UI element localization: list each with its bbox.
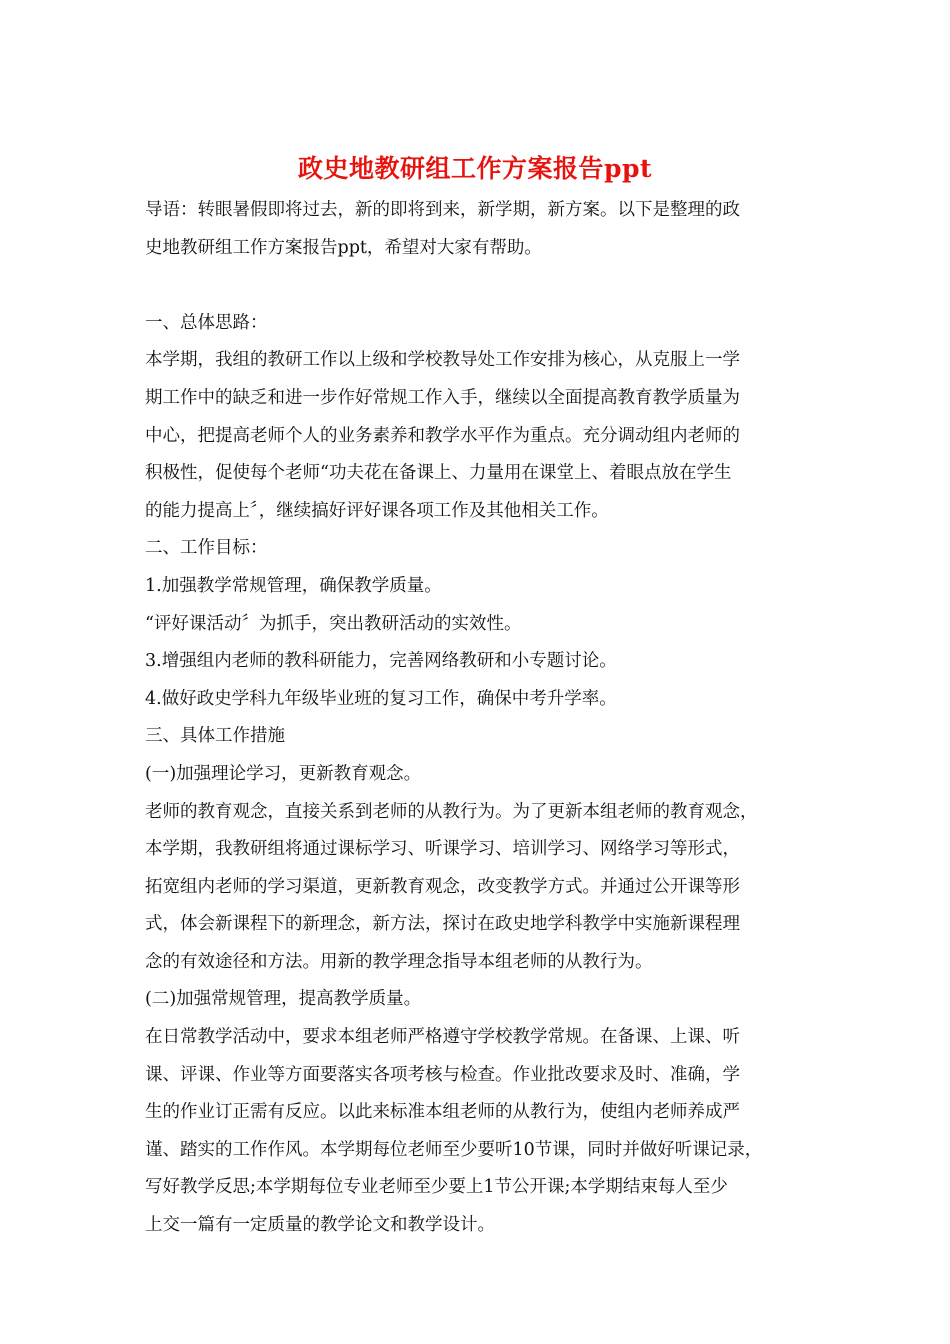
paragraph-line: 上交一篇有一定质量的教学论文和教学设计。 <box>145 1215 495 1236</box>
paragraph-line: 谨、踏实的工作作风。本学期每位老师至少要听10节课，同时并做好听课记录， <box>145 1139 763 1160</box>
paragraph-line: 的能力提高上〞，继续搞好评好课各项工作及其他相关工作。 <box>145 500 609 521</box>
goal-item: 4.做好政史学科九年级毕业班的复习工作，确保中考升学率。 <box>145 688 617 709</box>
paragraph-line: 积极性，促使每个老师“功夫花在备课上、力量用在课堂上、着眼点放在学生 <box>145 463 732 484</box>
paragraph-line: 本学期，我组的教研工作以上级和学校教导处工作安排为核心，从克服上一学 <box>145 350 740 371</box>
section-heading: 三、具体工作措施 <box>145 726 285 747</box>
paragraph-line: 拓宽组内老师的学习渠道，更新教育观念，改变教学方式。并通过公开课等形 <box>145 876 740 897</box>
goal-item: “评好课活动〞为抓手，突出教研活动的实效性。 <box>145 613 522 634</box>
paragraph-line: 念的有效途径和方法。用新的教学理念指导本组老师的从教行为。 <box>145 951 653 972</box>
goal-item: 3.增强组内老师的教科研能力，完善网络教研和小专题讨论。 <box>145 651 617 672</box>
paragraph-line: 课、评课、作业等方面要落实各项考核与检查。作业批改要求及时、准确，学 <box>145 1064 740 1085</box>
paragraph-line: 老师的教育观念，直接关系到老师的从教行为。为了更新本组老师的教育观念， <box>145 801 758 822</box>
paragraph-line: 写好教学反思;本学期每位专业老师至少要上1节公开课;本学期结束每人至少 <box>145 1177 728 1198</box>
paragraph-line: 期工作中的缺乏和进一步作好常规工作入手，继续以全面提高教育教学质量为 <box>145 387 740 408</box>
document-body <box>145 192 825 1245</box>
paragraph-spacer <box>145 267 825 305</box>
intro-line: 导语：转眼暑假即将过去，新的即将到来，新学期，新方案。以下是整理的政 <box>145 200 740 220</box>
intro-line: 史地教研组工作方案报告ppt，希望对大家有帮助。 <box>145 237 542 258</box>
document-title: 政史地教研组工作方案报告ppt <box>297 154 652 183</box>
section-heading: 二、工作目标： <box>145 538 268 559</box>
section-heading: 一、总体思路： <box>145 312 268 333</box>
paragraph-line: 式，体会新课程下的新理念，新方法，探讨在政史地学科教学中实施新课程理 <box>145 914 740 935</box>
subsection-heading: (一)加强理论学习，更新教育观念。 <box>145 763 422 784</box>
goal-item: 1.加强教学常规管理，确保教学质量。 <box>145 575 442 596</box>
paragraph-line: 生的作业订正需有反应。以此来标准本组老师的从教行为，使组内老师养成严 <box>145 1102 740 1123</box>
paragraph-line: 中心，把提高老师个人的业务素养和教学水平作为重点。充分调动组内老师的 <box>145 425 740 446</box>
paragraph-line: 在日常教学活动中，要求本组老师严格遵守学校教学常规。在备课、上课、听 <box>145 1027 740 1048</box>
subsection-heading: (二)加强常规管理，提高教学质量。 <box>145 989 422 1010</box>
paragraph-line: 本学期，我教研组将通过课标学习、听课学习、培训学习、网络学习等形式， <box>145 839 740 860</box>
